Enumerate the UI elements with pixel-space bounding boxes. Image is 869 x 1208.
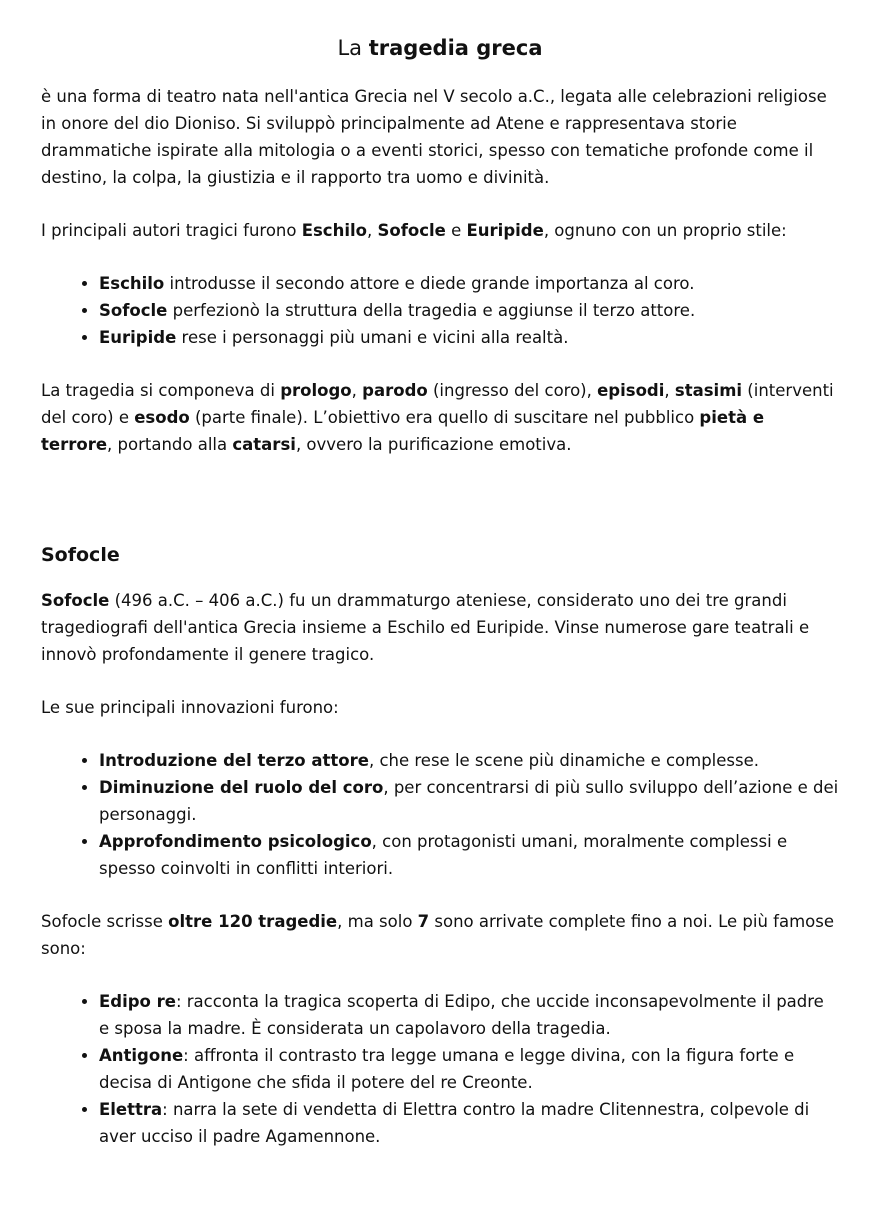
list-item: • Elettra: narra la sete di vendetta di Elettra contro la madre Clitennestra, colpevole di aver ucciso il padre Agamennone. (99, 1096, 839, 1150)
innovations-intro: Le sue principali innovazioni furono: (41, 698, 339, 717)
list-item: • Sofocle perfezionò la struttura della tragedia e aggiunse il terzo attore. (99, 297, 839, 324)
section-heading-sofocle: Sofocle (41, 544, 120, 566)
authors-paragraph: I principali autori tragici furono Eschilo, Sofocle e Euripide, ognuno con un proprio stile: (41, 221, 787, 240)
list-item: • Diminuzione del ruolo del coro, per concentrarsi di più sullo sviluppo dell’azione e dei personaggi. (99, 774, 839, 828)
page-title (41, 33, 839, 63)
structure-paragraph: La tragedia si componeva di prologo, parodo (ingresso del coro), episodi, stasimi (interventi del coro) e esodo (parte finale). L’obiettivo era quello di suscitare nel pubblico pietà e terrore, portando alla catarsi, ovvero la purificazione emotiva. (41, 381, 834, 454)
list-item: • Antigone: affronta il contrasto tra legge umana e legge divina, con la figura forte e decisa di Antigone che sfida il potere del re Creonte. (99, 1042, 839, 1096)
title-bold: tragedia greca (368, 36, 543, 60)
list-item: • Euripide rese i personaggi più umani e vicini alla realtà. (99, 324, 839, 351)
list-item: • Eschilo introdusse il secondo attore e diede grande importanza al coro. (99, 270, 839, 297)
intro-paragraph: è una forma di teatro nata nell'antica Grecia nel V secolo a.C., legata alle celebrazioni religiose in onore del dio Dioniso. Si sviluppò principalmente ad Atene e rappresentava storie drammatiche ispirate alla mitologia o a eventi storici, spesso con tematiche profonde come il destino, la colpa, la giustizia e il rapporto tra uomo e divinità. (41, 87, 827, 187)
innovations-list (41, 747, 839, 882)
list-item: • Edipo re: racconta la tragica scoperta di Edipo, che uccide inconsapevolmente il padre e sposa la madre. È considerata un capolavoro della tragedia. (99, 988, 839, 1042)
list-item: • Approfondimento psicologico, con protagonisti umani, moralmente complessi e spesso coinvolti in conflitti interiori. (99, 828, 839, 882)
works-list (41, 988, 839, 1150)
section-spacer (41, 484, 839, 542)
title-prefix: La (337, 36, 369, 60)
works-paragraph: Sofocle scrisse oltre 120 tragedie, ma solo 7 sono arrivate complete fino a noi. Le più famose sono: (41, 912, 834, 958)
author-list (41, 270, 839, 351)
sofocle-bio-paragraph: Sofocle (496 a.C. – 406 a.C.) fu un drammaturgo ateniese, considerato uno dei tre grandi tragediografi dell'antica Grecia insieme a Eschilo ed Euripide. Vinse numerose gare teatrali e innovò profondamente il genere tragico. (41, 591, 810, 664)
list-item: • Introduzione del terzo attore, che rese le scene più dinamiche e complesse. (99, 747, 839, 774)
